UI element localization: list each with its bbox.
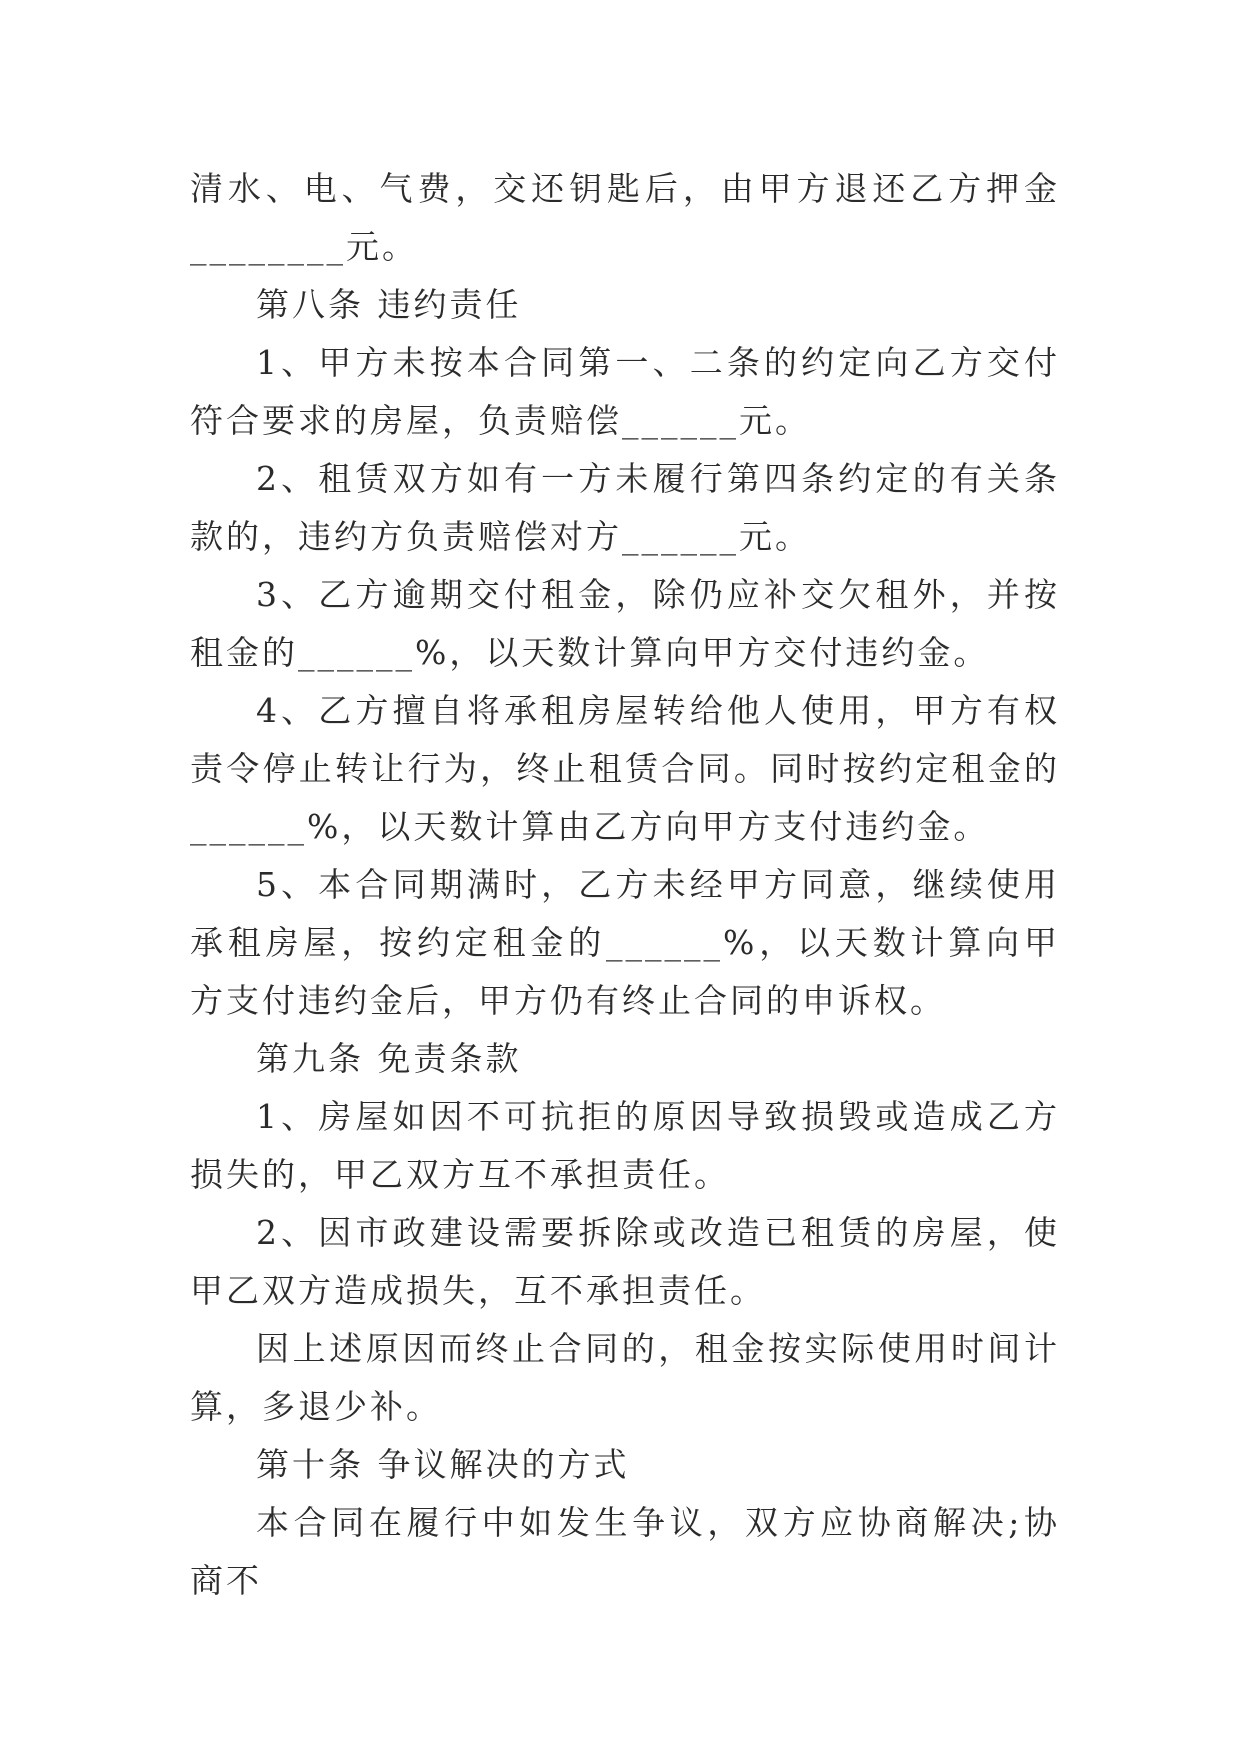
clause-8-1: 1、甲方未按本合同第一、二条的约定向乙方交付符合要求的房屋，负责赔偿______元。 — [190, 343, 1060, 440]
clause-8-4: 4、乙方擅自将承租房屋转给他人使用，甲方有权责令停止转让行为，终止租赁合同。同时按约定租金的______%，以天数计算由乙方向甲方支付违约金。 — [190, 691, 1060, 846]
clause-8-2: 2、租赁双方如有一方未履行第四条约定的有关条款的，违约方负责赔偿对方______元。 — [190, 459, 1060, 556]
heading-article-8: 第八条 违约责任 — [256, 285, 522, 324]
clause-10-body: 本合同在履行中如发生争议，双方应协商解决;协商不 — [190, 1503, 1060, 1600]
clause-8-5: 5、本合同期满时，乙方未经甲方同意，继续使用承租房屋，按约定租金的______%，以天数计算向甲方支付违约金后，甲方仍有终止合同的申诉权。 — [190, 865, 1060, 1020]
document-body — [190, 160, 1060, 1610]
clause-9-2: 2、因市政建设需要拆除或改造已租赁的房屋，使甲乙双方造成损失，互不承担责任。 — [190, 1213, 1060, 1310]
clause-8-3: 3、乙方逾期交付租金，除仍应补交欠租外，并按租金的______%，以天数计算向甲方交付违约金。 — [190, 575, 1060, 672]
clause-9-1: 1、房屋如因不可抗拒的原因导致损毁或造成乙方损失的，甲乙双方互不承担责任。 — [190, 1097, 1060, 1194]
heading-article-10: 第十条 争议解决的方式 — [256, 1445, 630, 1484]
paragraph-deposit-refund: 清水、电、气费，交还钥匙后，由甲方退还乙方押金________元。 — [190, 169, 1060, 266]
heading-article-9: 第九条 免责条款 — [256, 1039, 522, 1078]
clause-9-note: 因上述原因而终止合同的，租金按实际使用时间计算，多退少补。 — [190, 1329, 1060, 1426]
